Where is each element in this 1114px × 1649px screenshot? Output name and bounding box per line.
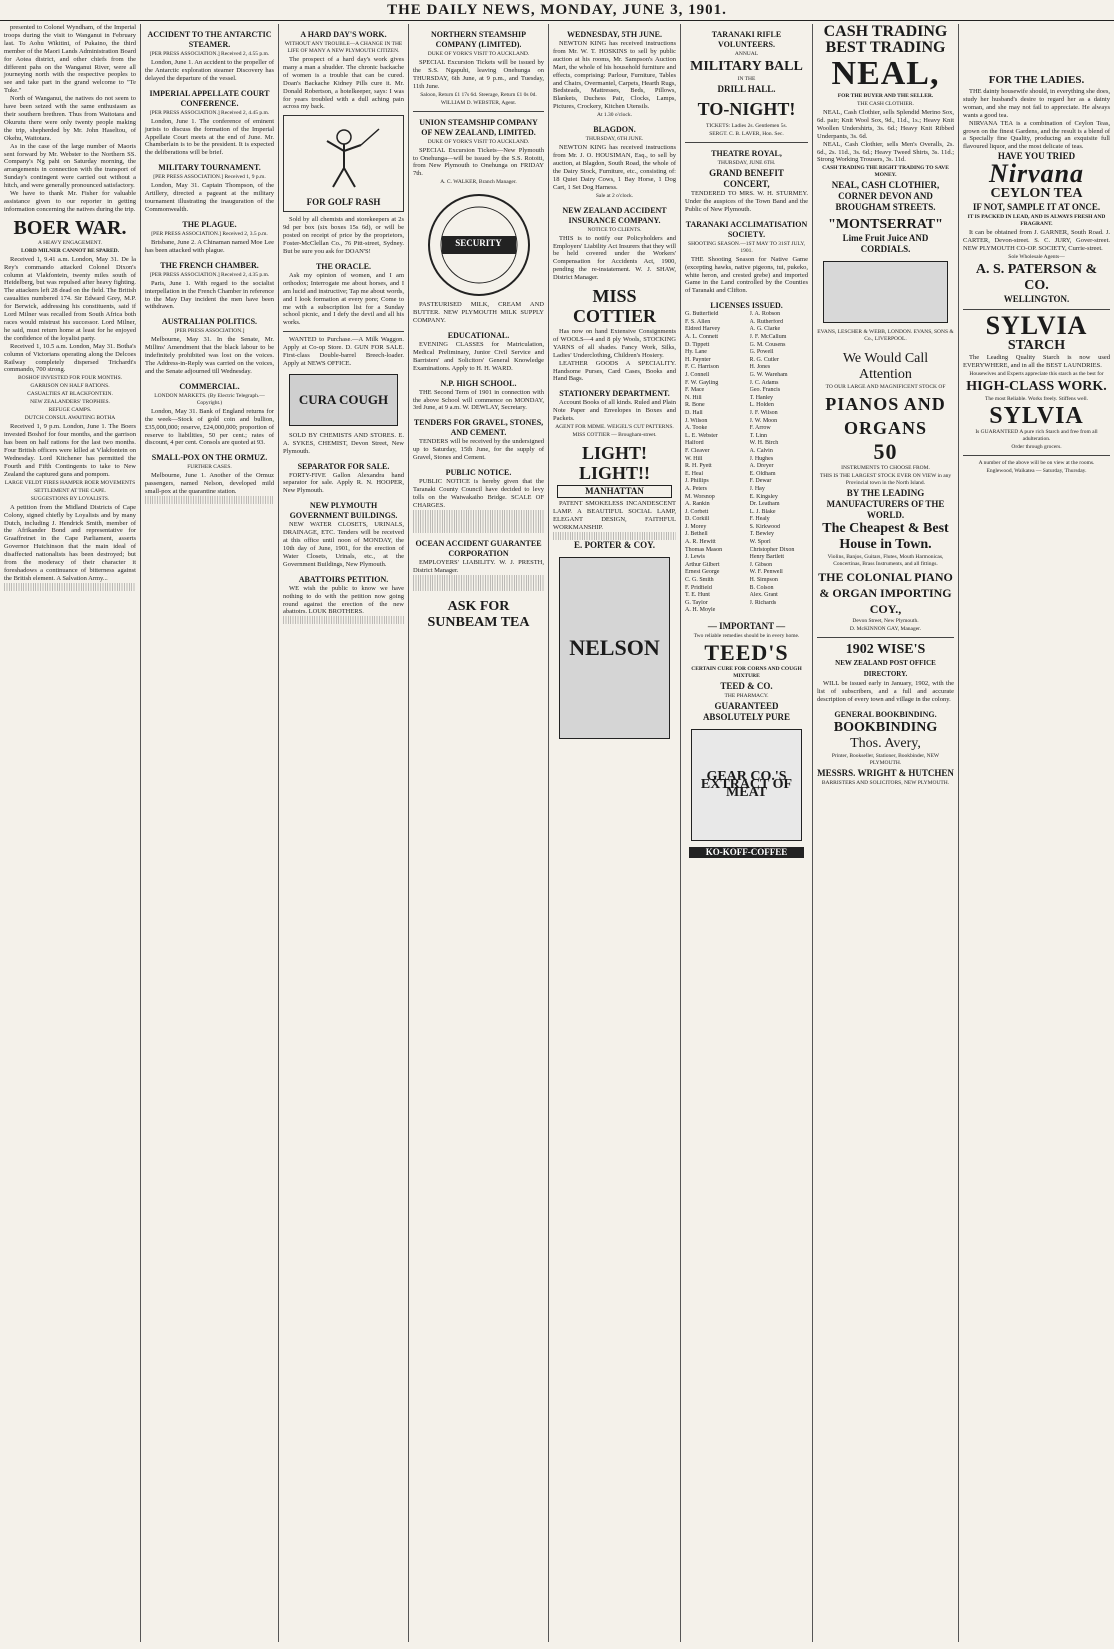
license-name: G. Butterfield [685, 311, 719, 318]
subheading: D. McKINNON GAY, Manager. [849, 626, 922, 633]
article-text: North of Wanganui, the natives do not seem to have been seized with the same enthusiasm as their southern brethren. Thus from Waitotara and Okurutu there were only twenty people making the trip, shepherded by Mr. John Haseltou, of Okehu, Waitotara. [4, 95, 136, 142]
heading: WEDNESDAY, 5TH JUNE. [567, 30, 662, 39]
dateline: [PER PRESS ASSOCIATION.] Received 2, 4.45 p.m. [149, 109, 270, 116]
sale-time: Sale at 2 o'clock. [595, 192, 634, 199]
column-1 [0, 24, 140, 1642]
heading: THE FRENCH CHAMBER. [160, 260, 259, 270]
license-name: J. Bethell [685, 531, 708, 538]
classified: Account Books of all kinds. Ruled and Plain Note Paper and Envelopes in Boxes and Packets. [553, 399, 676, 423]
heading: COMMERCIAL. [179, 381, 240, 391]
subheading: REFUGE CAMPS. [48, 407, 92, 414]
subheading: Is GUARANTEED A pure rich Starch and free from all adulteration. [975, 428, 1098, 442]
license-name: W. Hill [685, 455, 703, 462]
text-filler [413, 525, 544, 533]
license-name: Eldred Harvey [685, 326, 721, 333]
column-3 [278, 24, 408, 1642]
directory-heading: NEW ZEALAND POST OFFICE DIRECTORY. [835, 659, 936, 679]
heading: TARANAKI ACCLIMATISATION SOCIETY. [685, 219, 808, 239]
heading: A HARD DAY'S WORK. [300, 30, 387, 39]
ceylon-tea: CEYLON TEA [990, 186, 1083, 202]
dateline: LONDON MARKETS. (By Electric Telegraph.—Copyright.) [154, 392, 265, 406]
subheading: TO OUR LARGE AND MAGNIFICENT STOCK OF [825, 384, 946, 391]
license-name: S. Kirkwood [749, 523, 781, 530]
license-name: D. Tippett [685, 341, 710, 348]
subheading: CASUALTIES AT BLACKFONTEIN. [27, 391, 113, 398]
classified: NEWTON KING has received instructions from Mr. J. O. HOUSIMAN, Esq., to sell by auction, at Blagdon, South Road, the whole of the Dairy Stock, Furniture, etc., consisting of: 18 Quiet Dairy Cows, 1 Bay Horse, 1 Dog Cart, 1 Set Dog Harness. [553, 144, 676, 191]
license-name: F. W. Gayling [685, 379, 719, 386]
license-name: M. Worsnop [685, 493, 715, 500]
license-name: J. F. McCallum [749, 334, 787, 341]
subheading: Two reliable remedies should be in every home. [693, 633, 800, 639]
license-name: W. Sporl [749, 539, 771, 546]
license-name: J. F. Wilson [749, 409, 778, 416]
article-text: London, May 31. Bank of England returns for the week—Stock of gold coin and bullion, £35,000,000; reserve, £24,000,000; proportion of reserve to liabilities, 50 per cent.; rates of discount, 4 per cent. Consols are quoted at 93. [145, 407, 274, 447]
dateline: [PER PRESS ASSOCIATION.] Received 2, 4.35 p.m. [149, 271, 270, 278]
heading: SMALL-POX ON THE ORMUZ. [151, 453, 268, 463]
fares: Saloon, Return £1 17s 6d. Steerage, Return £1 0s 0d. [420, 91, 537, 98]
heading: TENDERS FOR GRAVEL, STONES, AND CEMENT. [413, 418, 544, 438]
neal-address: NEAL, CASH CLOTHIER, CORNER DEVON AND BROUGHAM STREETS. [831, 180, 940, 213]
article-text: Received 1, 9.41 a.m. London, May 31. De la Rey's commando attacked Colonel Dixon's column at Vlakfontein, twenty miles south of Heidelberg, but was repulsed after heavy fighting. The attackers left 28 dead on the field. The British casualties numbered 174. Sir Edward Grey, M.P. for Berwick, addressing his constituents, said if Lord Milner was recalled from South Africa both races would mistrust his successor. Lord Milner, he said, must return home at least for he enjoyed the confidence of the loyalist party. [4, 255, 136, 342]
guaranteed-heading: GUARANTEED ABSOLUTELY PURE [702, 701, 791, 722]
bookbinding-heading: BOOKBINDING [833, 720, 938, 736]
ad-title: NELSON [569, 634, 660, 660]
license-name: F. Arrow [749, 425, 771, 432]
article-text: We have to thank Mr. Fisher for valuable assistance given to our reporter in getting information concerning the natives during the trip. [4, 190, 136, 213]
classified: WE wish the public to know we have nothing to do with the petition now going round against the erection of the new abattoirs. LOUK BROTHERS. [283, 584, 404, 616]
leading-makers: BY THE LEADING MANUFACTURERS OF THE WORLD. [826, 488, 945, 521]
manhattan-logo: MANHATTAN [557, 485, 672, 498]
divider [413, 111, 544, 112]
license-name: Dr. Leatham [749, 501, 780, 508]
subheading: DUKE OF YORK'S VISIT TO AUCKLAND. [427, 51, 530, 57]
classified: SPECIAL Excursion Tickets will be issued by the S.S. Ngapuhi, leaving Onehunga on THURSDAY, 6th June, at 9 p.m., and Tuesday, 11th June. [413, 59, 544, 90]
nelson-tea-ad [559, 557, 670, 739]
divider [963, 455, 1110, 456]
heading: NEW ZEALAND ACCIDENT INSURANCE COMPANY. [562, 205, 667, 225]
subheading: Englewood, Waikatea — Saturday, Thursday. [986, 467, 1087, 474]
license-name: J. Corbett [685, 508, 709, 515]
subheading: IN THE [737, 76, 756, 82]
text-filler [413, 575, 544, 583]
heading: STATIONERY DEPARTMENT. [559, 389, 670, 399]
license-name: J. Lewis [685, 554, 705, 561]
dateline: [PER PRESS ASSOCIATION.] Received 1, 9 p.m. [153, 174, 266, 181]
subheading: Order through grocers. [1011, 443, 1062, 450]
license-name: A. Dreyer [749, 463, 774, 470]
license-name: T. Hanley [749, 394, 774, 401]
subheading: FOR THE BUYER AND THE SELLER. [837, 93, 934, 99]
classified: EMPLOYERS' LIABILITY. W. J. PRESTH, District Manager. [413, 559, 544, 575]
license-name: F. Cleaver [685, 447, 710, 454]
license-name: D. Hall [685, 409, 703, 416]
sylvia-heading: SYLVIA [985, 310, 1088, 340]
dateline: [PER PRESS ASSOCIATION.] Received 2, 3.5 p.m. [151, 230, 268, 237]
classified: THE Second Term of 1901 in connection with the above School will commence on MONDAY, 3rd June, at 9 a.m. W. DEWLAY, Secretary. [413, 388, 544, 412]
license-name: J. Richards [749, 599, 777, 606]
column-2 [140, 24, 278, 1642]
classified: FORTY-FIVE Gallon Alexandra hand separator for sale. Apply R. N. HOOPER, New Plymouth. [283, 471, 404, 495]
subheading: Housewives and Experts appreciate this starch as the best for [969, 370, 1104, 377]
article-text: A petition from the Midland Districts of Cape Colony, signed chiefly by Loyalists and by many Dutch, including J. Hendrick Smith, member of the Afrikander Bond and representative for Graaffreinet in the Cape Parliament, asserts Governor Hutchinson that the main ideal of disaffected nationalists has been destroyed; but from the moderacy of their character it foreshadows a continuance of bitterness against the British element. A Salvation Army... [4, 503, 136, 582]
heading: MILITARY TOURNAMENT. [158, 163, 261, 173]
subheading: SETTLEMENT AT THE CAPE. [34, 487, 106, 494]
text-filler [4, 583, 136, 591]
sample-notice: IF NOT, SAMPLE IT AT ONCE. [972, 202, 1101, 213]
agent: WILLIAM D. WEBSTER, Agent. [440, 99, 517, 106]
divider [685, 142, 808, 143]
heading: GENERAL BOOKBINDING. [834, 710, 937, 720]
license-name: E. Heal [685, 470, 703, 477]
license-name: Arthur Gilbert [685, 561, 720, 568]
text-filler [413, 518, 544, 526]
license-name: J. W. Moon [749, 417, 778, 424]
license-name: J. Connell [685, 372, 710, 378]
cura-cough-ad [289, 374, 398, 426]
agents: EVANS, LESCHER & WEBB, LONDON. EVANS, SONS & Co., LIVERPOOL. [817, 329, 954, 343]
neal-heading: NEAL, [831, 55, 940, 92]
classified: THE Shooting Season for Native Game (excepting hawks, native pigeons, tui, pukeko, white heron, and crested grebe) and imported Game in the Land controlled by the Counties of Taranaki and Clifton. [685, 255, 808, 295]
classified: PATENT SMOKELESS INCANDESCENT LAMP. A BEAUTIFUL SOCIAL LAMP, ELEGANT DESIGN, FAITHFUL WORKMANSHIP. [553, 500, 676, 531]
license-name: A. Rankin [685, 501, 710, 508]
subheading: WITHOUT ANY TROUBLE—A CHANGE IN THE LIFE OF MANY A NEW PLYMOUTH CITIZEN. [284, 41, 403, 54]
heading: IMPERIAL APPELLATE COURT CONFERENCE. [149, 88, 270, 108]
subheading: A number of the above will be on view at the rooms. [978, 459, 1095, 466]
sale-time: At 1.30 o'clock. [597, 112, 632, 119]
article-text: Ask my opinion of women, and I am orthodox; Interrogate me about horses, and I am lucid and instructive; Tap me about words, and I look formation at every pore; Come to me with a subscription list for a Sunday school picnic, and I defy the devil and all his works. [283, 271, 404, 327]
license-name: F. Healy [749, 516, 770, 523]
concert-heading: GRAND BENEFIT CONCERT, [709, 168, 784, 189]
license-name: J. Phillips [685, 478, 709, 485]
subheading: The most Reliable. Works freely. Stiffens well. [984, 395, 1089, 402]
license-name: T. Linn [749, 432, 768, 439]
license-name: L. E. Webster [685, 432, 718, 439]
ad-text: NEAL, Cash Clothier, sells Men's Overalls, 2s. 6d., 2s. 11d., 3s. 6d.; Heavy Tweed Shirts, 3s. 11d.; Strong Working Trousers, 3s. 11d. [817, 140, 954, 164]
column-5 [548, 24, 680, 1642]
ko-koff-coffee-logo: KO-KOFF-COFFEE [689, 847, 804, 858]
license-name: A. Tooke [685, 425, 708, 432]
license-name: Halford [685, 440, 704, 447]
text-filler [413, 583, 544, 591]
montserrat-heading: "MONTSERRAT" [828, 217, 943, 233]
nirvana-logo: Nirvana [988, 159, 1085, 189]
heading: NORTHERN STEAMSHIP COMPANY (LIMITED). [430, 30, 527, 49]
license-name: E. Kingsley [749, 493, 778, 500]
subheading: BARRISTERS AND SOLICITORS, NEW PLYMOUTH. [821, 780, 950, 787]
ad-text: The Leading Quality Starch is now used EVERYWHERE, and in all the BEST LAUNDRIES. [963, 353, 1110, 369]
military-ball-heading: MILITARY BALL [690, 59, 803, 74]
heading: THE PLAGUE. [182, 219, 237, 229]
heading: ABATTOIRS PETITION. [298, 574, 389, 584]
subheading: GARRISON ON HALF RATIONS. [30, 383, 110, 390]
teeds-heading: TEED'S [704, 640, 789, 665]
article-text: London, June 1. The conference of eminent jurists to discuss the formation of the Imperial Appellate Court meets at the end of June. Mr. Chamberlain is to be the president. It is expected the deliberations will be brief. [145, 117, 274, 157]
classified: SOLD BY CHEMISTS AND STORES. E. A. SYKES, CHEMIST, Devon Street, New Plymouth. [283, 431, 404, 455]
article-text: Received 1, 9 p.m. London, June 1. The Boers invested Boshof for four months, and the garrison has been on half rations for the last two months. Four British officers were killed at Vlakfontein on Wednesday. Lord Kitchener has permitted the Fourth and Fifth Contingents to take to New Zealand the captured guns and pompom. [4, 423, 136, 478]
have-you-tried: HAVE YOU TRIED [997, 151, 1076, 162]
license-name: T. Bewley [749, 531, 775, 538]
article-text: Melbourne, May 31. In the Senate, Mr. Millins' Amendment that the black labour to be indefinitely prohibited was lost on the voices. The Address-in-Reply was carried on the voices, and the Senate adjourned till Wednesday. [145, 336, 274, 375]
dateline: FURTHER CASES. [187, 464, 232, 471]
ad-text: It can be obtained from J. GARNER, South Road. J. CARTER, Devon-street. S. C. JURY, Gover-street. NEW PLYMOUTH CO-OP. SOCIETY, Currie-street. [963, 229, 1110, 253]
license-name: B. Colson [749, 584, 774, 591]
license-name: F. Mace [685, 387, 705, 394]
license-name: H. Simpson [749, 577, 778, 584]
lime-juice: Lime Fruit Juice AND CORDIALS. [842, 233, 929, 255]
ad-text: NEAL, Cash Clothier, sells Splendid Merino Sox, 6d. pair; Knit Wool Sox, 9d., 11d., 1s.; Heavy Knit Woollen Undershirts, 3s. 6d.; Heavy Knit Ribbed Underpants, 3s. 6d. [817, 109, 954, 140]
license-name: N. Hill [685, 394, 702, 401]
light-heading: LIGHT! LIGHT!! [578, 443, 650, 484]
heading: BLAGDON. [593, 125, 636, 135]
ad-title: FOR GOLF RASH [306, 197, 381, 208]
subheading: ANNUAL [734, 51, 759, 57]
classified: LEATHER GOODS A SPECIALITY. Handsome Purses, Card Cases, Books and Hand Bags. [553, 359, 676, 383]
license-name: Geo. Francis [749, 387, 781, 394]
heading: LICENSES ISSUED. [710, 301, 783, 311]
ladies-heading: FOR THE LADIES. [988, 74, 1085, 86]
ad-title: GEAR CO.'S EXTRACT OF MEAT [700, 769, 793, 800]
license-name: H. Jones [749, 364, 771, 371]
license-name: J. Gibson [749, 561, 773, 568]
heading: SEPARATOR FOR SALE. [297, 461, 390, 471]
license-name: J. Wilson [685, 417, 708, 424]
divider [283, 331, 404, 332]
subheading: BOSHOF INVESTED FOR FOUR MONTHS. [17, 375, 123, 382]
subheading: Printer, Bookseller, Stationer, Bookbinder, NEW PLYMOUTH. [831, 753, 940, 767]
classified: NEW WATER CLOSETS, URINALS, DRAINAGE, ETC. Tenders will be received at this office until noon of MONDAY, the 10th day of June, 1901, for the erection of Water Closets, Urinals, etc., at the Government Buildings, New Plymouth. [283, 521, 404, 568]
wellington: WELLINGTON. [1003, 293, 1070, 304]
subheading: THE CASH CLOTHIER. [857, 101, 914, 107]
subheading: THIS IS THE LARGEST STOCK EVER ON VIEW in any Provincial town in the North Island. [819, 473, 952, 487]
best-trading-heading: BEST TRADING [825, 39, 946, 56]
subheading: A HEAVY ENGAGEMENT. [38, 239, 102, 246]
golf-rash-ad [283, 115, 404, 212]
heading: THEATRE ROYAL, [711, 149, 782, 158]
attention-heading: We Would Call Attention [842, 351, 929, 383]
classified: NEWTON KING has received instructions from Mr. W. T. HOSKINS to sell by public auction at his rooms, Mr. Sampson's Auction Mart, the whole of his household furniture and effects, comprising: Parlour, Furniture, Tables and Chairs, Overmantel, Carpets, Hearth Rugs, Bedsteads, Mattresses, Beds, Pillows, Blankets, Duchess Pair, Clocks, Lamps, Pictures, Crockery, Kitchen Utensils. [553, 40, 676, 111]
fifty-number: 50 [873, 439, 898, 465]
license-name: W. H. Birch [749, 440, 779, 447]
license-name: J. Morey [685, 523, 707, 530]
subheading: THURSDAY, JUNE 6TH. [717, 160, 776, 166]
subheading: DUKE OF YORK'S VISIT TO AUCKLAND. [427, 138, 530, 145]
agent: A. C. WALKER, Branch Manager. [440, 179, 517, 186]
secretary: SERGT. C. B. LAVER, Hon. Sec. [709, 131, 784, 137]
license-name: C. G. Smith [685, 577, 714, 584]
sylvia-heading-2: SYLVIA [989, 402, 1084, 429]
text-filler [283, 616, 404, 624]
subheading: CASH TRADING THE RIGHT TRADING TO SAVE MONEY. [822, 165, 949, 179]
paterson-heading: A. S. PATERSON & CO. [975, 261, 1098, 293]
license-name: F. Pridfield [685, 584, 712, 591]
classified: Has now on hand Extensive Consignments of WOOLS—4 and 8 ply Wools, STOCKING YARNS of all shades. Fancy Work, Silks, Ladies' Underclothing, Children's Hosiery. [553, 328, 676, 359]
license-name: F. S. Allen [685, 318, 711, 325]
classified: PASTEURISED MILK, CREAM AND BUTTER. NEW PLYMOUTH MILK SUPPLY COMPANY. [413, 301, 544, 325]
ad-text: THE dainty housewife should, in everything she does, study her husband's desire to regard her as a dainty woman, and she may not fail to appreciate. He always wants a good tea. [963, 88, 1110, 119]
classified: TENDERS will be received by the undersigned up to Saturday, 15th June, for the supply of Gravel, Stones and Cement. [413, 438, 544, 462]
license-name: W. F. Penwell [749, 569, 783, 576]
boer-war-heading: BOER WAR. [13, 216, 127, 239]
subheading: THURSDAY, 6TH JUNE. [585, 136, 644, 143]
column-8 [958, 24, 1114, 1642]
license-name: T. E. Hunt [685, 592, 710, 599]
subheading: Sole Wholesale Agents— [1008, 253, 1065, 260]
classified: PUBLIC NOTICE is hereby given that the Taranaki County Council have decided to levy tolls on the Waiwakaiho Bridge. SCALE OF CHARGES. [413, 478, 544, 509]
license-name: R. Bone [685, 402, 705, 409]
heading: AUSTRALIAN POLITICS. [161, 317, 258, 327]
subheading: AGENT FOR MDME. WEIGEL'S CUT PATTERNS. [555, 424, 674, 431]
license-name: J. C. Adams [749, 379, 779, 386]
license-name: Hy. Lane [685, 349, 707, 356]
subheading: LORD MILNER CANNOT BE SPARED. [20, 247, 120, 254]
column-7 [812, 24, 958, 1642]
cash-trading-heading: CASH TRADING [823, 24, 948, 40]
divider [963, 309, 1110, 310]
teed-company: TEED & CO. [720, 681, 773, 691]
article-text: Melbourne, June 1. Another of the Ormuz passengers, named Nelson, developed mild small-pox at the quarantine station. [145, 472, 274, 496]
subheading: IT IS PACKED IN LEAD, AND IS ALWAYS FRESH AND FRAGRANT. [967, 214, 1106, 228]
subheading: NOTICE TO CLIENTS. [587, 226, 642, 233]
license-name: L. J. Blake [749, 508, 776, 515]
license-name: J. A. Robson [749, 311, 781, 318]
license-name: A. L. Connett [685, 334, 718, 341]
article-text: Sold by all chemists and storekeepers at 2s 9d per box (six boxes 15s 6d), or will be posted on receipt of price by the proprietors, Foster-McClellan Co., 76 Pitt-street, Sydney. But be sure you ask for DOAN'S! [283, 216, 404, 255]
license-name: J. Hughes [749, 455, 774, 462]
starch-heading: STARCH [1007, 337, 1066, 353]
classified: WANTED to Purchase.—A Milk Waggon. Apply at Co-op Store. D. GUN FOR SALE. First-class Double-barrel Breech-loader. Apply at NEWS OFFICE. [283, 336, 404, 367]
gear-extract-ad [691, 729, 802, 841]
license-name: Alex. Grant [749, 592, 778, 599]
license-name: A. Rutherford [749, 318, 784, 325]
porter-name: E. PORTER & COY. [573, 539, 656, 550]
heading: TARANAKI RIFLE VOLUNTEERS. [711, 30, 782, 49]
subheading: SUGGESTIONS BY LOYALISTS. [30, 495, 110, 502]
license-name: Ernest George [685, 569, 720, 576]
classified: SPECIAL Excursion Tickets—New Plymouth to Onehunga—will be issued by the S.S. Rotoiti, from New Plymouth to Onehunga on FRIDAY 7th. [413, 146, 544, 178]
pianos-organs-heading: PIANOS AND ORGANS [825, 394, 946, 439]
license-name: Thomas Mason [685, 546, 723, 553]
subheading: Violins, Banjos, Guitars, Flutes, Mouth Harmonicas, Concertinas, Brass Instruments, and all fittings. [827, 554, 944, 568]
dateline: [PER PRESS ASSOCIATION.] Received 2, 4.55 p.m. [149, 51, 270, 57]
license-name: H. Paynter [685, 356, 711, 363]
heading: EDUCATIONAL. [447, 330, 510, 340]
subheading: MISS COTTIER — Brougham-street. [572, 432, 657, 439]
text-filler [413, 510, 544, 518]
wright-heading: MESSRS. WRIGHT & HUTCHEN [817, 768, 954, 779]
subheading: NEW ZEALANDERS' TROPHIES. [30, 399, 110, 406]
article-text: presented to Colonel Wyndham, of the Imperial troops during the visit to Wanganui in February last. To Aohu Wikitini, of Pukaino, the third member of the Maori Lands Administration Board for Aotea district, and other chiefs from the different pahs on the Wanganui River, were all journeying north with the respective peoples to see and take part in the grand welcome to "Te Tuke." [4, 24, 136, 95]
golfer-illustration [299, 123, 389, 193]
article-text: Received 1, 10.5 a.m. London, May 31. Botha's column of Victorians operating along the Delcoes Railway completely dispersed Trichardt's commando, 700 strong. [4, 342, 136, 374]
text-filler [553, 532, 676, 540]
text-filler [145, 496, 274, 504]
classified: THIS is to notify our Policyholders and Employers' Liability Act Insurers that they will be held covered under the Workers' Compensation for Accidents Act, 1900, pending the re-instatement. W. J. SHAW, District Manager. [553, 234, 676, 282]
heading: OCEAN ACCIDENT GUARANTEE CORPORATION [415, 539, 542, 559]
license-name: Christopher Dixon [749, 546, 795, 553]
heading: NEW PLYMOUTH GOVERNMENT BUILDINGS. [289, 501, 398, 521]
montserrat-illustration [823, 261, 948, 323]
article-text: London, June 1. An accident to the propeller of the Antarctic exploration steamer Discovery has delayed the departure of the vessel. [145, 59, 274, 82]
subheading: INSTRUMENTS TO CHOOSE FROM. [841, 465, 930, 472]
subheading: SHOOTING SEASON.—1ST MAY TO 31ST JULY, 1901. [688, 240, 805, 254]
license-name: L. Holden [749, 402, 774, 409]
article-text: Brisbane, June 2. A Chinaman named Moe Lee has been attacked with plague. [145, 238, 274, 254]
heading: ACCIDENT TO THE ANTARCTIC STEAMER. [147, 30, 272, 49]
wises-heading: 1902 WISE'S [845, 642, 926, 658]
seal-text: SECURITY [455, 238, 502, 249]
heading: THE ORACLE. [315, 261, 372, 271]
tickets: TICKETS: Ladies 2s. Gentlemen 5s. [706, 123, 787, 129]
cheapest-heading: The Cheapest & Best House in Town. [822, 521, 949, 553]
subheading: LARGE VELDT FIRES HAMPER BOER MOVEMENTS [4, 479, 136, 486]
heading: PUBLIC NOTICE. [445, 468, 512, 478]
dateline: [PER PRESS ASSOCIATION.] [174, 328, 245, 335]
license-name: A. R. Hewitt [685, 539, 716, 546]
colonial-heading: THE COLONIAL PIANO & ORGAN IMPORTING COY., [818, 570, 953, 617]
subheading: Devon Street, New Plymouth. [852, 618, 919, 625]
ad-text: WILL be issued early in January, 1902, with the list of subscribers, and a full and accurate description of every town and village in the colony. [817, 680, 954, 704]
license-name: A. Peters [685, 485, 707, 492]
column-4 [408, 24, 548, 1642]
divider [817, 637, 954, 638]
high-class-heading: HIGH-CLASS WORK. [966, 378, 1107, 394]
ad-text: NIRVANA TEA is a combination of Ceylon Teas, grown on the finest Gardens, and the result is a blend of a Specially fine Quality, producing an exquisite full flavoured liquor, and the most delicate of teas. [963, 119, 1110, 151]
license-name: J. Hay [749, 485, 765, 492]
license-name: Henry Bartlett [749, 554, 784, 561]
license-name: F. Dewar [749, 478, 772, 485]
license-name: E. Oldham [749, 470, 776, 477]
license-name: F. C. Harrison [685, 364, 719, 371]
article-text: As in the case of the large number of Maoris sent forward by Mr. Webster to the Northern SS. Company's Ng pahi on Saturday morning, the arrangements in connection with the transport of Sunday's contingent were carried out without a hitch, and were generally pronounced satisfactory. [4, 142, 136, 190]
license-name: R. H. Pyett [685, 463, 712, 470]
ad-title: CURA COUGH [298, 391, 389, 407]
avery-heading: Thos. Avery, [850, 736, 921, 752]
subheading: CERTAIN CURE FOR CORNS AND COUGH MIXTURE [691, 666, 802, 679]
classified: EVENING CLASSES for Matriculation, Medical Preliminary, Junior Civil Service and Barristers' and Solicitors' General Knowledge Examinations. Apply to H. H. WARD. [413, 340, 544, 372]
column-6 [680, 24, 812, 1642]
drill-hall: DRILL HALL. [717, 84, 776, 94]
license-name: D. Corkill [685, 516, 710, 523]
important-heading: — IMPORTANT — [707, 621, 786, 631]
sunbeam-tea-ad: ASK FOR SUNBEAM TEA [427, 598, 530, 630]
license-name: G. Taylor [685, 599, 708, 606]
article-text: The prospect of a hard day's work gives many a man a shudder. The chronic backache of women is a trouble that can be cured. Doan's Backache Kidney Pills cure it. Mr. Donald Robertson, a hotelkeeper, says: I was for years troubled with a dull aching pain across my back. [283, 56, 404, 111]
masthead: THE DAILY NEWS, MONDAY, JUNE 3, 1901. [0, 0, 1114, 21]
article-text: Paris, June 1. With regard to the socialist interpellation in the French Chamber in reference to the May Day incident the men have been withdrawn. [145, 279, 274, 311]
article-text: London, May 31. Captain Thompson, of the Artillery, directed a pageant at the military tournament illustrating the inauguration of the Commonwealth. [145, 182, 274, 213]
license-name: G. W. Wareham [749, 372, 788, 378]
subheading: THE PHARMACY. [724, 693, 769, 699]
classified: TENDERED TO MRS. W. H. STURMEY. Under the auspices of the Town Band and the Public of New Plymouth. [685, 190, 808, 213]
heading: N.P. HIGH SCHOOL. [440, 378, 517, 388]
tonight-heading: TO-NIGHT! [697, 99, 796, 119]
miss-cottier-heading: MISS COTTIER [572, 286, 657, 327]
license-name: A. G. Clarke [749, 326, 781, 333]
subheading: DUTCH CONSUL AWAITING BOTHA [24, 415, 116, 422]
heading: UNION STEAMSHIP COMPANY OF NEW ZEALAND, LIMITED. [419, 117, 538, 137]
license-list [685, 311, 808, 615]
license-name: A. Calvin [749, 447, 773, 454]
license-name: G. M. Cousens [749, 341, 786, 348]
license-name: R. G. Cutler [749, 356, 779, 363]
license-name: G. Powell [749, 349, 774, 356]
license-name: A. H. Moyle [685, 607, 716, 614]
